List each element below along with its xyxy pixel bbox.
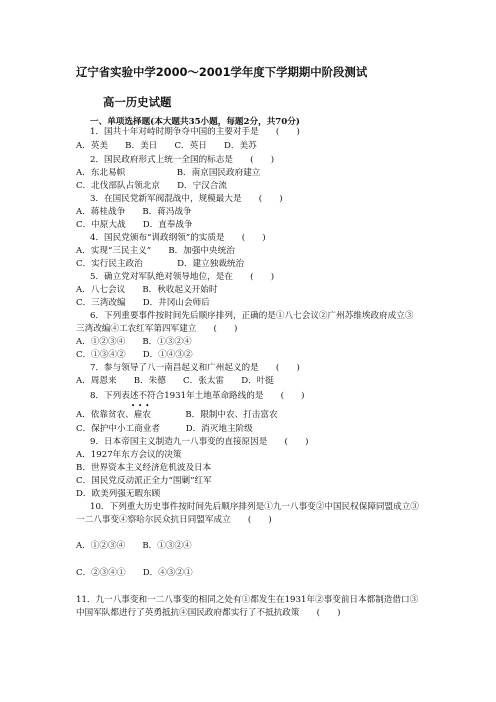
option-line: D．欧美列强无暇东顾 <box>76 489 161 499</box>
question-line: 4．国民党颁布“训政纲领”的实质是 ( ) <box>90 233 266 243</box>
exam-subtitle: 高一历史试题 <box>103 95 172 109</box>
option-line: A．英美 B．美日 C．英日 D．美苏 <box>76 141 257 151</box>
question-line: 1．国共十年对峙时期争夺中国的主要对手是 ( ) <box>90 127 300 137</box>
option-line: A．八七会议 B．秋收起义开始时 <box>76 285 218 295</box>
question-line: 8．下列表述不符合1931年土地革命路线的是 ( ) <box>90 391 305 401</box>
question-line: 3．在国民党新军阀混战中，规模最大是 ( ) <box>90 194 283 204</box>
question-line: 11．九一八事变和一二八事变的相同之处有①都发生在1931年②事变前日本都制造借口③ <box>76 595 419 605</box>
option-line: A．东北易帜 B．南京国民政府建立 <box>76 168 261 178</box>
question-line: 2．国民政府形式上统一全国的标志是 ( ) <box>90 155 275 165</box>
option-line: A．1927年东方会议的决策 <box>76 450 182 460</box>
option-line: C．三湾改编 D．井冈山会师后 <box>76 298 210 308</box>
option-line: C．保护中小工商业者 D．消灭地主阶级 <box>76 424 253 434</box>
option-line: C．北伐部队占领北京 D．宁汉合流 <box>76 181 227 191</box>
option-line: A．①②③④ B．①③②④ <box>76 337 192 347</box>
emphasis-dots: ••• <box>131 402 153 410</box>
question-line: 5．确立党对军队绝对领导地位，是在 ( ) <box>90 272 275 282</box>
option-line: A．依靠贫农、雇农 B．限制中农、打击富农 <box>76 410 278 420</box>
option-line: A．蒋桂战争 B．蒋冯战争 <box>76 207 192 217</box>
option-line: C．实行民主政治 D．建立独裁统治 <box>76 259 245 269</box>
option-line: B．世界资本主义经济危机波及日本 <box>76 463 212 473</box>
option-line: C．国民党反动派正全力“围剿”红军 <box>76 476 212 486</box>
question-line: 6．下列重要事件按时间先后顺序排列，正确的是①八七会议②广州苏维埃政府成立③ <box>90 311 414 321</box>
option-line: A．①②③④ B．①③②④ <box>76 541 192 551</box>
option-line: C．中原大战 D．直奉战争 <box>76 220 193 230</box>
option-line: C．①③④② D．①④③② <box>76 350 193 360</box>
question-line: 7．参与领导了八一南昌起义和广州起义的是 ( ) <box>90 363 300 373</box>
question-line: 三湾改编④工农红军第四军建立 ( ) <box>76 324 238 334</box>
question-line: 一二八事变④察哈尔民众抗日同盟军成立 ( ) <box>76 515 272 525</box>
exam-title: 辽宁省实验中学2000～2001学年度下学期期中阶段测试 <box>76 65 368 79</box>
question-line: 10．下列重大历史事件按时间先后顺序排列是①九一八事变②中国民权保障同盟成立③ <box>90 502 419 512</box>
option-line: A．周恩来 B．朱德 C．张太雷 D．叶挺 <box>76 376 274 386</box>
option-line: A．实现“三民主义” B．加强中央统治 <box>76 246 235 256</box>
option-line: C．②③④① D．④③②① <box>76 568 193 578</box>
question-line: 9．日本帝国主义制造九一八事变的直接原因是 ( ) <box>90 437 309 447</box>
question-line: 中国军队都进行了英勇抵抗④国民政府都实行了不抵抗政策 ( ) <box>76 608 341 618</box>
section-heading: 一、单项选择题(本大题共35小题，每题2分，共70分) <box>90 117 300 127</box>
